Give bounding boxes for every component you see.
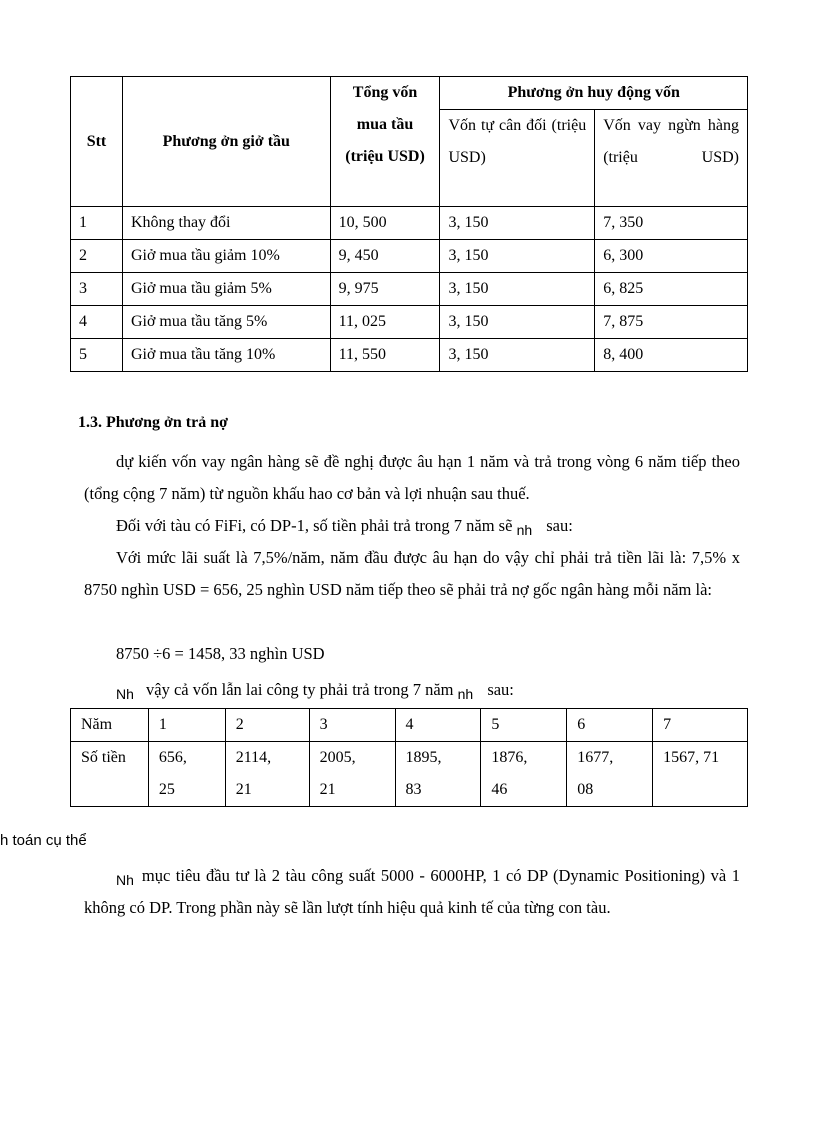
table-row xyxy=(71,207,748,240)
cell-self: 3, 150 xyxy=(440,273,595,306)
amount-part: 656, xyxy=(158,749,187,766)
payment-intro-end: sau: xyxy=(546,516,573,535)
amount-cell xyxy=(395,742,481,807)
objective-nh: Nh xyxy=(116,872,134,888)
total-intro-nh2: nh xyxy=(457,686,474,702)
amount-cell xyxy=(225,742,309,807)
total-intro-nh: Nh xyxy=(116,686,134,702)
cell-total: 9, 975 xyxy=(330,273,440,306)
row-label-amount: Số tiền xyxy=(71,742,149,807)
amount-cell xyxy=(567,742,653,807)
header-loan-capital: Vốn vay ngừn hàng (triệu USD) xyxy=(595,110,748,207)
cell-stt: 5 xyxy=(71,339,123,372)
year-cell: 3 xyxy=(309,709,395,742)
header-self-capital: Vốn tự cân đối (triệu USD) xyxy=(440,110,595,207)
table-row xyxy=(71,339,748,372)
paragraph-total-intro xyxy=(116,674,514,706)
section-heading: 1.3. Phương ởn trả nợ xyxy=(78,414,228,431)
year-cell: 6 xyxy=(567,709,653,742)
cell-total: 9, 450 xyxy=(330,240,440,273)
year-cell: 4 xyxy=(395,709,481,742)
cell-loan: 7, 875 xyxy=(595,306,748,339)
payment-intro-text: Đối với tàu có FiFi, có DP-1, số tiền phải trả trong 7 năm sẽ xyxy=(116,516,513,535)
cell-self: 3, 150 xyxy=(440,207,595,240)
ship-price-table xyxy=(70,76,748,372)
cell-self: 3, 150 xyxy=(440,339,595,372)
cell-stt: 2 xyxy=(71,240,123,273)
paragraph-interest: Với mức lãi suất là 7,5%/năm, năm đầu được âu hạn do vậy chỉ phải trả tiền lãi là: 7,5% x 8750 nghìn USD = 656, 25 nghìn USD năm tiếp theo sẽ phải trả nợ gốc ngân hàng mỗi năm là: xyxy=(84,548,740,599)
amount-part: 83 xyxy=(405,781,422,798)
amount-part: 1567, 71 xyxy=(663,749,720,766)
cell-plan: Không thay đổi xyxy=(122,207,330,240)
year-cell: 5 xyxy=(481,709,567,742)
year-cell: 1 xyxy=(148,709,225,742)
total-intro-end: sau: xyxy=(487,680,514,699)
cell-plan: Giở mua tầu giảm 10% xyxy=(122,240,330,273)
amount-part: 25 xyxy=(158,781,175,798)
cut-off-heading: h toán cụ thể xyxy=(0,832,87,849)
amount-part: 08 xyxy=(577,781,594,798)
table-row xyxy=(71,240,748,273)
cell-stt: 3 xyxy=(71,273,123,306)
amount-cell xyxy=(653,742,748,807)
year-cell: 7 xyxy=(653,709,748,742)
cell-stt: 4 xyxy=(71,306,123,339)
header-funding: Phương ởn huy động vốn xyxy=(440,77,748,110)
cell-plan: Giở mua tầu tăng 10% xyxy=(122,339,330,372)
amount-part: 21 xyxy=(319,781,336,798)
amount-cell xyxy=(309,742,395,807)
cell-total: 11, 025 xyxy=(330,306,440,339)
repayment-table xyxy=(70,708,748,807)
cell-loan: 6, 300 xyxy=(595,240,748,273)
cell-self: 3, 150 xyxy=(440,306,595,339)
row-label-year: Năm xyxy=(71,709,149,742)
paragraph-objective xyxy=(84,860,740,924)
header-plan: Phương ởn giở tầu xyxy=(122,77,330,207)
cell-loan: 7, 350 xyxy=(595,207,748,240)
header-stt: Stt xyxy=(71,77,123,207)
amount-cell xyxy=(481,742,567,807)
header-total: Tổng vốn mua tầu (triệu USD) xyxy=(330,77,440,207)
cell-stt: 1 xyxy=(71,207,123,240)
amount-part: 2114, xyxy=(235,749,272,766)
total-intro-text: vậy cả vốn lẫn lai công ty phải trả trong 7 năm xyxy=(146,680,454,699)
cell-plan: Giở mua tầu tăng 5% xyxy=(122,306,330,339)
year-cell: 2 xyxy=(225,709,309,742)
amount-cell xyxy=(148,742,225,807)
amount-part: 1895, xyxy=(405,749,442,766)
payment-intro-nh: nh xyxy=(516,522,533,538)
formula-line: 8750 ÷6 = 1458, 33 nghìn USD xyxy=(116,644,325,663)
cell-total: 10, 500 xyxy=(330,207,440,240)
amount-part: 21 xyxy=(235,781,252,798)
paragraph-loan-plan: dự kiến vốn vay ngân hàng sẽ đề nghị được âu hạn 1 năm và trả trong vòng 6 năm tiếp theo (tổng cộng 7 năm) từ nguồn khấu hao cơ bản và lợi nhuận sau thuế. xyxy=(84,452,740,503)
amount-part: 1677, xyxy=(577,749,614,766)
table-row xyxy=(71,273,748,306)
amount-part: 2005, xyxy=(319,749,356,766)
amount-part: 46 xyxy=(491,781,508,798)
amount-part: 1876, xyxy=(491,749,528,766)
cell-loan: 6, 825 xyxy=(595,273,748,306)
cell-self: 3, 150 xyxy=(440,240,595,273)
cell-total: 11, 550 xyxy=(330,339,440,372)
cell-plan: Giở mua tầu giảm 5% xyxy=(122,273,330,306)
paragraph-payment-intro xyxy=(116,510,573,542)
objective-text: mục tiêu đầu tư là 2 tàu công suất 5000 - 6000HP, 1 có DP (Dynamic Positioning) và 1 không có DP. Trong phần này sẽ lần lượt tính hiệu quả kinh tế của từng con tàu. xyxy=(84,866,740,917)
cell-loan: 8, 400 xyxy=(595,339,748,372)
table-row xyxy=(71,306,748,339)
